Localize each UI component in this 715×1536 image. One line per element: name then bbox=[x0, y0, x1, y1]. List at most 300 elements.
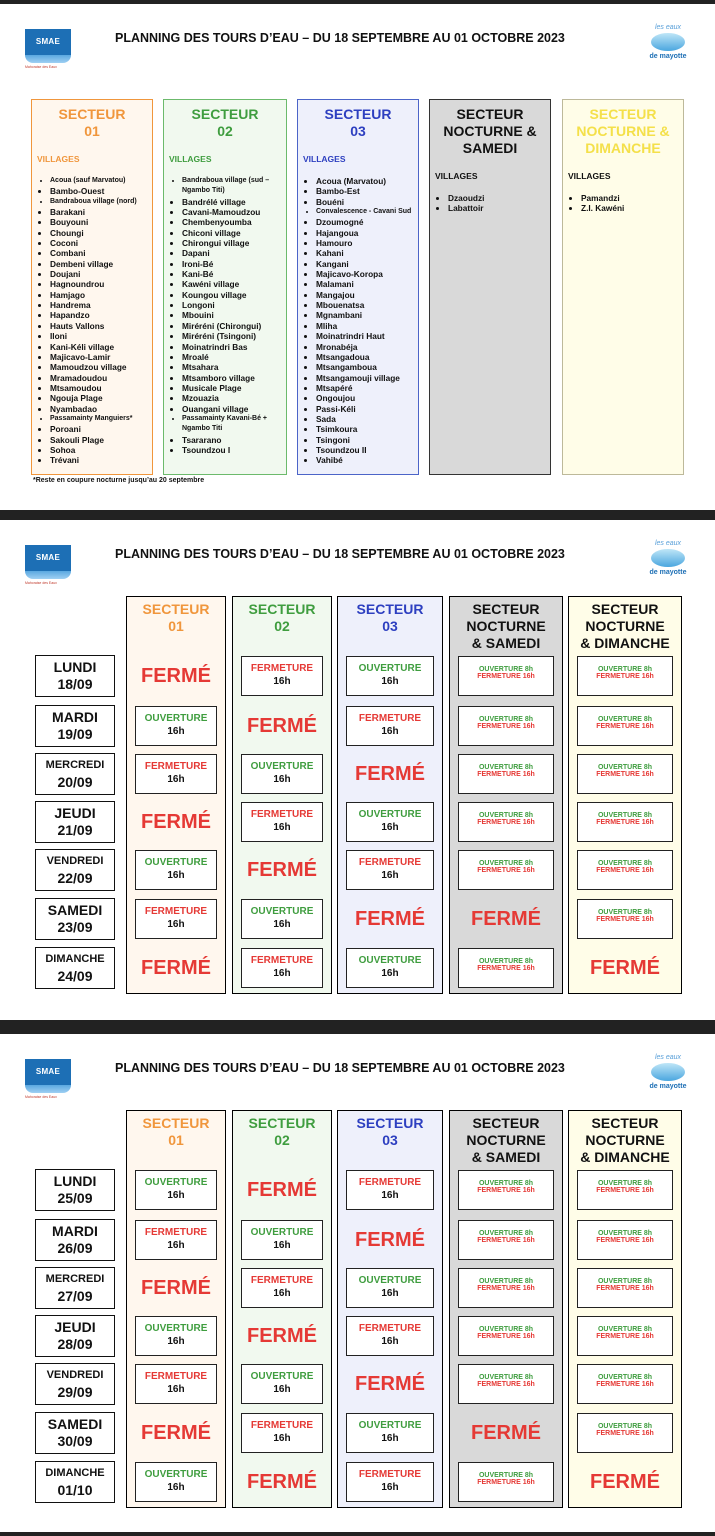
village-item: • Convalescence - Cavani Sud bbox=[316, 207, 418, 217]
closing-label: FERMETURE bbox=[144, 906, 208, 917]
sector-title: SECTEUR bbox=[456, 106, 524, 122]
drop-icon bbox=[651, 549, 685, 567]
page-schedule-week-2 bbox=[0, 1034, 715, 1532]
status-closed: FERMÉ bbox=[247, 1471, 317, 1493]
village-item: • Kangani bbox=[316, 259, 418, 269]
village-item: • Trévani bbox=[50, 455, 152, 465]
sector-header bbox=[127, 601, 225, 635]
day-date: 25/09 bbox=[57, 1190, 93, 1206]
closing-label: FERMETURE bbox=[358, 713, 422, 724]
wave-icon bbox=[25, 55, 71, 63]
day-date: 21/09 bbox=[57, 822, 93, 838]
time-label: 16h bbox=[381, 1482, 399, 1493]
time-label: 16h bbox=[273, 1433, 291, 1444]
sector-header bbox=[338, 601, 442, 635]
day-label bbox=[35, 801, 115, 843]
sector-header bbox=[338, 1115, 442, 1149]
village-item: • Mtsamboro village bbox=[182, 373, 286, 383]
sector-header bbox=[569, 601, 681, 652]
village-item: • Tsoundzou I bbox=[182, 445, 286, 455]
sector-header-line: NOCTURNE bbox=[466, 1132, 546, 1148]
day-name: JEUDI bbox=[54, 1319, 96, 1335]
opening-time: OUVERTURE 8h bbox=[478, 860, 534, 867]
wave-icon bbox=[25, 1085, 71, 1093]
opening-label: OUVERTURE bbox=[250, 1227, 314, 1238]
closing-time: FERMETURE 16h bbox=[596, 673, 654, 680]
village-item: • Hauts Vallons bbox=[50, 321, 152, 331]
page-schedule-week-1 bbox=[0, 520, 715, 1020]
status-opening bbox=[135, 1316, 217, 1356]
sector-01-column bbox=[31, 99, 153, 475]
village-item: • Mronabéja bbox=[316, 342, 418, 352]
sector-header-line: SECTEUR bbox=[356, 1115, 424, 1131]
sector-02-column bbox=[163, 99, 287, 475]
status-night-hours bbox=[458, 656, 554, 696]
status-night-hours bbox=[577, 1413, 673, 1453]
status-opening bbox=[346, 1413, 434, 1453]
status-opening bbox=[346, 948, 434, 988]
page-title: PLANNING DES TOURS D’EAU – DU 18 SEPTEMBRE AU 01 OCTOBRE 2023 bbox=[115, 547, 565, 561]
sector-header-line: NOCTURNE bbox=[585, 618, 665, 634]
village-list bbox=[164, 176, 286, 455]
village-item: • Mtsahara bbox=[182, 362, 286, 372]
status-closed: FERMÉ bbox=[355, 908, 425, 930]
opening-time: OUVERTURE 8h bbox=[478, 1374, 534, 1381]
status-opening bbox=[135, 850, 217, 890]
village-item: • Tsimkoura bbox=[316, 424, 418, 434]
closing-time: FERMETURE 16h bbox=[596, 723, 654, 730]
status-night-hours bbox=[577, 850, 673, 890]
status-closing bbox=[241, 802, 323, 842]
status-opening bbox=[346, 802, 434, 842]
status-night-hours bbox=[577, 1364, 673, 1404]
village-item: • Moinatrindri Bas bbox=[182, 342, 286, 352]
smae-logo-sub: Mahoraise des Eaux bbox=[25, 65, 57, 69]
status-closed: FERMÉ bbox=[590, 957, 660, 979]
status-closing bbox=[346, 1316, 434, 1356]
village-item: • Combani bbox=[50, 248, 152, 258]
village-item: • Acoua (Marvatou) bbox=[316, 176, 418, 186]
village-item: • Ironi-Bé bbox=[182, 259, 286, 269]
closing-label: FERMETURE bbox=[250, 955, 314, 966]
day-label bbox=[35, 1315, 115, 1357]
closing-time: FERMETURE 16h bbox=[477, 1381, 535, 1388]
status-closing bbox=[241, 1268, 323, 1308]
sector-header-line: SECTEUR bbox=[591, 1115, 659, 1131]
village-item: • Koungou village bbox=[182, 290, 286, 300]
village-item: • Labattoir bbox=[448, 203, 550, 213]
village-item: • Bandraboua village (nord) bbox=[50, 197, 152, 207]
opening-label: OUVERTURE bbox=[144, 1469, 208, 1480]
day-label bbox=[35, 1461, 115, 1503]
day-date: 19/09 bbox=[57, 726, 93, 742]
sector-header bbox=[450, 601, 562, 652]
drop-icon bbox=[651, 33, 685, 51]
closing-time: FERMETURE 16h bbox=[477, 1479, 535, 1486]
status-night-hours bbox=[577, 802, 673, 842]
opening-time: OUVERTURE 8h bbox=[597, 1326, 653, 1333]
village-item: • Hapandzo bbox=[50, 310, 152, 320]
opening-time: OUVERTURE 8h bbox=[478, 1180, 534, 1187]
sector-header-line: 02 bbox=[274, 1132, 290, 1148]
time-label: 16h bbox=[273, 774, 291, 785]
day-label bbox=[35, 947, 115, 989]
village-item: • Dzoumogné bbox=[316, 217, 418, 227]
village-item: • Malamani bbox=[316, 279, 418, 289]
time-label: 16h bbox=[381, 870, 399, 881]
villages-label: VILLAGES bbox=[37, 154, 80, 164]
opening-label: OUVERTURE bbox=[358, 1275, 422, 1286]
sector-title: SECTEUR bbox=[324, 106, 392, 122]
village-list bbox=[563, 193, 683, 214]
villages-label: VILLAGES bbox=[169, 154, 212, 164]
village-item: • Bandrélé village bbox=[182, 197, 286, 207]
village-item: • Poroani bbox=[50, 424, 152, 434]
closing-label: FERMETURE bbox=[250, 1420, 314, 1431]
sector-header bbox=[233, 1115, 331, 1149]
sector-title: SECTEUR bbox=[58, 106, 126, 122]
opening-time: OUVERTURE 8h bbox=[478, 716, 534, 723]
village-item: • Hamouro bbox=[316, 238, 418, 248]
sector-header-line: SECTEUR bbox=[591, 601, 659, 617]
opening-label: OUVERTURE bbox=[144, 1177, 208, 1188]
opening-time: OUVERTURE 8h bbox=[478, 1278, 534, 1285]
sector-title: SECTEUR bbox=[191, 106, 259, 122]
closing-label: FERMETURE bbox=[144, 761, 208, 772]
wave-icon bbox=[25, 571, 71, 579]
opening-time: OUVERTURE 8h bbox=[478, 812, 534, 819]
day-date: 27/09 bbox=[57, 1288, 93, 1304]
day-label bbox=[35, 898, 115, 940]
village-item: • Mbouenatsa bbox=[316, 300, 418, 310]
opening-label: OUVERTURE bbox=[250, 761, 314, 772]
time-label: 16h bbox=[273, 1288, 291, 1299]
time-label: 16h bbox=[381, 1190, 399, 1201]
village-item: • Vahibé bbox=[316, 455, 418, 465]
village-list bbox=[430, 193, 550, 214]
status-closing bbox=[346, 850, 434, 890]
sector-number: NOCTURNE & SAMEDI bbox=[443, 123, 537, 156]
status-closed: FERMÉ bbox=[141, 811, 211, 833]
closing-label: FERMETURE bbox=[144, 1371, 208, 1382]
closing-time: FERMETURE 16h bbox=[477, 819, 535, 826]
page-title: PLANNING DES TOURS D’EAU – DU 18 SEPTEMBRE AU 01 OCTOBRE 2023 bbox=[115, 1061, 565, 1075]
time-label: 16h bbox=[167, 1336, 185, 1347]
time-label: 16h bbox=[167, 726, 185, 737]
opening-time: OUVERTURE 8h bbox=[478, 666, 534, 673]
village-item: • Miréréni (Chirongui) bbox=[182, 321, 286, 331]
closing-time: FERMETURE 16h bbox=[477, 723, 535, 730]
closing-time: FERMETURE 16h bbox=[596, 1237, 654, 1244]
sector-header-line: SECTEUR bbox=[356, 601, 424, 617]
opening-label: OUVERTURE bbox=[358, 955, 422, 966]
status-closing bbox=[241, 656, 323, 696]
status-night-hours bbox=[458, 1364, 554, 1404]
day-label bbox=[35, 1412, 115, 1454]
smae-logo-sub: Mahoraise des Eaux bbox=[25, 1095, 57, 1099]
time-label: 16h bbox=[167, 1384, 185, 1395]
closing-time: FERMETURE 16h bbox=[596, 771, 654, 778]
village-item: • Chembenyoumba bbox=[182, 217, 286, 227]
village-item: • Ouangani village bbox=[182, 404, 286, 414]
village-item: • Handrema bbox=[50, 300, 152, 310]
status-opening bbox=[241, 899, 323, 939]
status-opening bbox=[135, 1170, 217, 1210]
sector-header-line: 03 bbox=[382, 618, 398, 634]
sector-header-line: SECTEUR bbox=[472, 1115, 540, 1131]
sector-header bbox=[233, 601, 331, 635]
time-label: 16h bbox=[273, 919, 291, 930]
status-closed: FERMÉ bbox=[247, 1179, 317, 1201]
status-opening bbox=[135, 1462, 217, 1502]
status-closed: FERMÉ bbox=[355, 1373, 425, 1395]
village-item: • Tsararano bbox=[182, 435, 286, 445]
day-label bbox=[35, 1267, 115, 1309]
day-name: MERCREDI bbox=[45, 1273, 105, 1285]
village-item: • Dapani bbox=[182, 248, 286, 258]
village-item: • Iloni bbox=[50, 331, 152, 341]
status-night-hours bbox=[458, 802, 554, 842]
status-opening bbox=[135, 706, 217, 746]
opening-label: OUVERTURE bbox=[358, 1420, 422, 1431]
time-label: 16h bbox=[273, 676, 291, 687]
day-name: DIMANCHE bbox=[45, 953, 105, 965]
day-date: 24/09 bbox=[57, 968, 93, 984]
closing-time: FERMETURE 16h bbox=[477, 673, 535, 680]
village-item: • Bouyouni bbox=[50, 217, 152, 227]
closing-time: FERMETURE 16h bbox=[596, 1187, 654, 1194]
status-night-hours bbox=[577, 656, 673, 696]
time-label: 16h bbox=[381, 822, 399, 833]
day-date: 18/09 bbox=[57, 676, 93, 692]
village-item: • Bouéni bbox=[316, 197, 418, 207]
village-item: • Choungi bbox=[50, 228, 152, 238]
opening-label: OUVERTURE bbox=[250, 1371, 314, 1382]
opening-label: OUVERTURE bbox=[358, 663, 422, 674]
logo-right-bottom: de mayotte bbox=[649, 53, 687, 60]
closing-time: FERMETURE 16h bbox=[596, 867, 654, 874]
village-item: • Dembeni village bbox=[50, 259, 152, 269]
opening-time: OUVERTURE 8h bbox=[478, 1472, 534, 1479]
sector-header-line: NOCTURNE bbox=[585, 1132, 665, 1148]
village-item: • Chirongui village bbox=[182, 238, 286, 248]
time-label: 16h bbox=[273, 968, 291, 979]
opening-time: OUVERTURE 8h bbox=[478, 1230, 534, 1237]
closing-time: FERMETURE 16h bbox=[477, 867, 535, 874]
village-item: • Bandraboua village (sud – Ngambo Titi) bbox=[182, 176, 286, 197]
time-label: 16h bbox=[167, 1240, 185, 1251]
opening-label: OUVERTURE bbox=[358, 809, 422, 820]
closing-label: FERMETURE bbox=[250, 663, 314, 674]
time-label: 16h bbox=[381, 1336, 399, 1347]
smae-logo bbox=[25, 545, 71, 589]
village-item: • Mbouini bbox=[182, 310, 286, 320]
village-item: • Mamoudzou village bbox=[50, 362, 152, 372]
time-label: 16h bbox=[381, 676, 399, 687]
sector-number: 03 bbox=[350, 123, 366, 139]
time-label: 16h bbox=[167, 1190, 185, 1201]
status-opening bbox=[241, 1364, 323, 1404]
day-name: DIMANCHE bbox=[45, 1467, 105, 1479]
closing-time: FERMETURE 16h bbox=[596, 1285, 654, 1292]
time-label: 16h bbox=[167, 870, 185, 881]
opening-time: OUVERTURE 8h bbox=[597, 1423, 653, 1430]
sector-header-line: SECTEUR bbox=[248, 1115, 316, 1131]
opening-time: OUVERTURE 8h bbox=[478, 1326, 534, 1333]
closing-label: FERMETURE bbox=[250, 809, 314, 820]
status-closed: FERMÉ bbox=[141, 665, 211, 687]
sector-header bbox=[450, 1115, 562, 1166]
sector-header-line: & DIMANCHE bbox=[580, 1149, 670, 1165]
page-villages bbox=[0, 4, 715, 510]
status-night-hours bbox=[577, 899, 673, 939]
day-name: VENDREDI bbox=[46, 1369, 104, 1381]
village-item: • Passamainty Kavani-Bé + Ngambo Titi bbox=[182, 414, 286, 435]
sector-header-line: 02 bbox=[274, 618, 290, 634]
sector-header-line: & SAMEDI bbox=[471, 635, 541, 651]
village-item: • Musicale Plage bbox=[182, 383, 286, 393]
village-item: • Coconi bbox=[50, 238, 152, 248]
village-item: • Sakouli Plage bbox=[50, 435, 152, 445]
opening-time: OUVERTURE 8h bbox=[478, 764, 534, 771]
village-item: • Tsoundzou II bbox=[316, 445, 418, 455]
opening-time: OUVERTURE 8h bbox=[597, 860, 653, 867]
day-label bbox=[35, 705, 115, 747]
village-item: • Ngouja Plage bbox=[50, 393, 152, 403]
village-item: • Miréréni (Tsingoni) bbox=[182, 331, 286, 341]
day-date: 28/09 bbox=[57, 1336, 93, 1352]
sector-header-line: 03 bbox=[382, 1132, 398, 1148]
village-item: • Kani-Kéli village bbox=[50, 342, 152, 352]
logo-right-top: les eaux bbox=[654, 24, 682, 31]
opening-label: OUVERTURE bbox=[144, 1323, 208, 1334]
status-night-hours bbox=[577, 754, 673, 794]
opening-time: OUVERTURE 8h bbox=[597, 812, 653, 819]
opening-time: OUVERTURE 8h bbox=[597, 716, 653, 723]
logo-right-top: les eaux bbox=[654, 1054, 682, 1061]
eaux-mayotte-logo bbox=[643, 1054, 693, 1104]
opening-time: OUVERTURE 8h bbox=[597, 1278, 653, 1285]
opening-time: OUVERTURE 8h bbox=[478, 958, 534, 965]
sector-header-line: 01 bbox=[168, 618, 184, 634]
opening-time: OUVERTURE 8h bbox=[597, 1374, 653, 1381]
village-item: • Majicavo-Lamir bbox=[50, 352, 152, 362]
status-night-hours bbox=[458, 754, 554, 794]
status-closed: FERMÉ bbox=[141, 957, 211, 979]
day-name: MERCREDI bbox=[45, 759, 105, 771]
status-closing bbox=[241, 948, 323, 988]
day-name: MARDI bbox=[52, 709, 98, 725]
opening-time: OUVERTURE 8h bbox=[597, 909, 653, 916]
status-night-hours bbox=[458, 1220, 554, 1260]
status-night-hours bbox=[458, 1170, 554, 1210]
sector-header-line: SECTEUR bbox=[472, 601, 540, 617]
time-label: 16h bbox=[381, 726, 399, 737]
day-name: LUNDI bbox=[53, 1173, 97, 1189]
status-night-hours bbox=[458, 1462, 554, 1502]
sector-header-line: SECTEUR bbox=[142, 601, 210, 617]
village-item: • Acoua (sauf Marvatou) bbox=[50, 176, 152, 186]
village-item: • Longoni bbox=[182, 300, 286, 310]
opening-label: OUVERTURE bbox=[144, 713, 208, 724]
time-label: 16h bbox=[273, 1240, 291, 1251]
day-date: 29/09 bbox=[57, 1384, 93, 1400]
sector-header-line: & SAMEDI bbox=[471, 1149, 541, 1165]
sector-number: 01 bbox=[84, 123, 100, 139]
status-night-hours bbox=[577, 1268, 673, 1308]
closing-label: FERMETURE bbox=[358, 857, 422, 868]
village-item: • Passi-Kéli bbox=[316, 404, 418, 414]
closing-time: FERMETURE 16h bbox=[477, 965, 535, 972]
day-label bbox=[35, 655, 115, 697]
status-closed: FERMÉ bbox=[355, 1229, 425, 1251]
logo-right-bottom: de mayotte bbox=[649, 569, 687, 576]
sector-03-column bbox=[297, 99, 419, 475]
day-name: SAMEDI bbox=[47, 1416, 103, 1432]
day-date: 23/09 bbox=[57, 919, 93, 935]
village-item: • Kani-Bé bbox=[182, 269, 286, 279]
footnote: *Reste en coupure nocturne jusqu’au 20 septembre bbox=[33, 477, 205, 484]
status-closing bbox=[135, 1364, 217, 1404]
village-item: • Barakani bbox=[50, 207, 152, 217]
opening-time: OUVERTURE 8h bbox=[597, 666, 653, 673]
status-closing bbox=[135, 1220, 217, 1260]
status-closing bbox=[346, 1462, 434, 1502]
status-closing bbox=[241, 1413, 323, 1453]
village-list bbox=[32, 176, 152, 466]
sector-nocturne-samedi-column bbox=[429, 99, 551, 475]
sector-nocturne-dimanche-column bbox=[562, 99, 684, 475]
sector-header-line: & DIMANCHE bbox=[580, 635, 670, 651]
status-opening bbox=[241, 754, 323, 794]
closing-time: FERMETURE 16h bbox=[477, 1187, 535, 1194]
village-item: • Tsingoni bbox=[316, 435, 418, 445]
village-item: • Moinatrindri Haut bbox=[316, 331, 418, 341]
village-item: • Z.I. Kawéni bbox=[581, 203, 683, 213]
village-item: • Sohoa bbox=[50, 445, 152, 455]
village-item: • Pamandzi bbox=[581, 193, 683, 203]
day-name: VENDREDI bbox=[46, 855, 104, 867]
day-date: 22/09 bbox=[57, 870, 93, 886]
village-item: • Chiconi village bbox=[182, 228, 286, 238]
status-night-hours bbox=[458, 706, 554, 746]
sector-header bbox=[569, 1115, 681, 1166]
closing-label: FERMETURE bbox=[144, 1227, 208, 1238]
closing-time: FERMETURE 16h bbox=[596, 819, 654, 826]
day-name: LUNDI bbox=[53, 659, 97, 675]
village-item: • Passamainty Manguiers* bbox=[50, 414, 152, 424]
village-item: • Majicavo-Koropa bbox=[316, 269, 418, 279]
status-closing bbox=[135, 899, 217, 939]
village-item: • Doujani bbox=[50, 269, 152, 279]
village-item: • Dzaoudzi bbox=[448, 193, 550, 203]
status-night-hours bbox=[577, 706, 673, 746]
time-label: 16h bbox=[381, 1433, 399, 1444]
day-date: 20/09 bbox=[57, 774, 93, 790]
village-item: • Mroalé bbox=[182, 352, 286, 362]
time-label: 16h bbox=[381, 1288, 399, 1299]
village-list bbox=[298, 176, 418, 466]
village-item: • Kawéni village bbox=[182, 279, 286, 289]
village-item: • Mangajou bbox=[316, 290, 418, 300]
status-closed: FERMÉ bbox=[141, 1422, 211, 1444]
closing-time: FERMETURE 16h bbox=[477, 1237, 535, 1244]
day-label bbox=[35, 1169, 115, 1211]
smae-logo bbox=[25, 29, 71, 73]
sector-title: SECTEUR bbox=[589, 106, 657, 122]
village-item: • Mtsapéré bbox=[316, 383, 418, 393]
village-item: • Mliha bbox=[316, 321, 418, 331]
